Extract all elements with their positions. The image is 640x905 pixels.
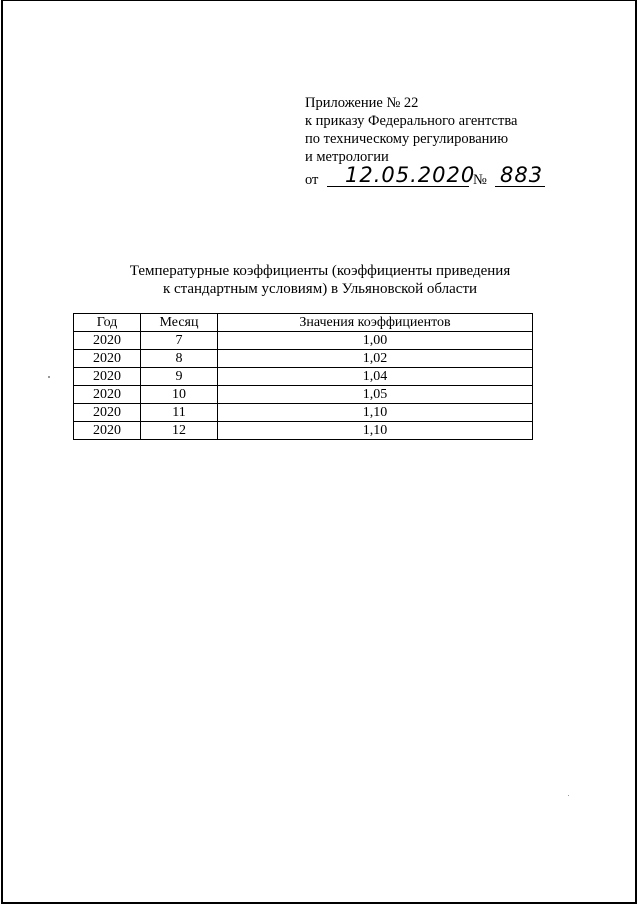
table-row — [74, 350, 533, 368]
cell-month: 10 — [141, 386, 218, 404]
title-line-2: к стандартным условиям) в Ульяновской области — [162, 281, 478, 297]
header-value: Значения коэффициентов — [218, 314, 533, 332]
appendix-line: и метрологии — [305, 149, 389, 165]
date-prefix: от — [305, 172, 319, 188]
cell-year: 2020 — [74, 368, 141, 386]
order-date-line — [305, 163, 545, 188]
cell-year: 2020 — [74, 386, 141, 404]
cell-month: 8 — [141, 350, 218, 368]
date-field — [327, 163, 476, 187]
table-row — [74, 422, 533, 440]
cell-month: 9 — [141, 368, 218, 386]
cell-year: 2020 — [74, 422, 141, 440]
cell-value: 1,05 — [218, 386, 533, 404]
header-month: Месяц — [141, 314, 218, 332]
cell-year: 2020 — [74, 332, 141, 350]
cell-value: 1,04 — [218, 368, 533, 386]
cell-value: 1,02 — [218, 350, 533, 368]
table-row — [74, 404, 533, 422]
scan-speck — [48, 376, 50, 378]
appendix-line: Приложение № 22 — [305, 95, 419, 111]
coefficients-table — [73, 313, 533, 440]
scan-speck — [568, 795, 569, 796]
document-title — [0, 262, 640, 298]
table-row — [74, 332, 533, 350]
cell-year: 2020 — [74, 350, 141, 368]
table-header-row — [74, 314, 533, 332]
number-prefix: № — [473, 172, 487, 188]
handwritten-date: 12.05.2020 — [345, 163, 476, 187]
cell-value: 1,10 — [218, 422, 533, 440]
table-row — [74, 368, 533, 386]
appendix-line: по техническому регулированию — [305, 131, 509, 147]
cell-month: 12 — [141, 422, 218, 440]
cell-value: 1,10 — [218, 404, 533, 422]
table-row — [74, 386, 533, 404]
cell-month: 7 — [141, 332, 218, 350]
title-line-1: Температурные коэффициенты (коэффициенты приведения — [129, 263, 511, 279]
appendix-header — [305, 94, 517, 166]
cell-month: 11 — [141, 404, 218, 422]
handwritten-number: 883 — [500, 163, 544, 187]
cell-value: 1,00 — [218, 332, 533, 350]
number-field — [495, 163, 545, 187]
cell-year: 2020 — [74, 404, 141, 422]
header-year: Год — [74, 314, 141, 332]
appendix-line: к приказу Федерального агентства — [305, 113, 518, 129]
